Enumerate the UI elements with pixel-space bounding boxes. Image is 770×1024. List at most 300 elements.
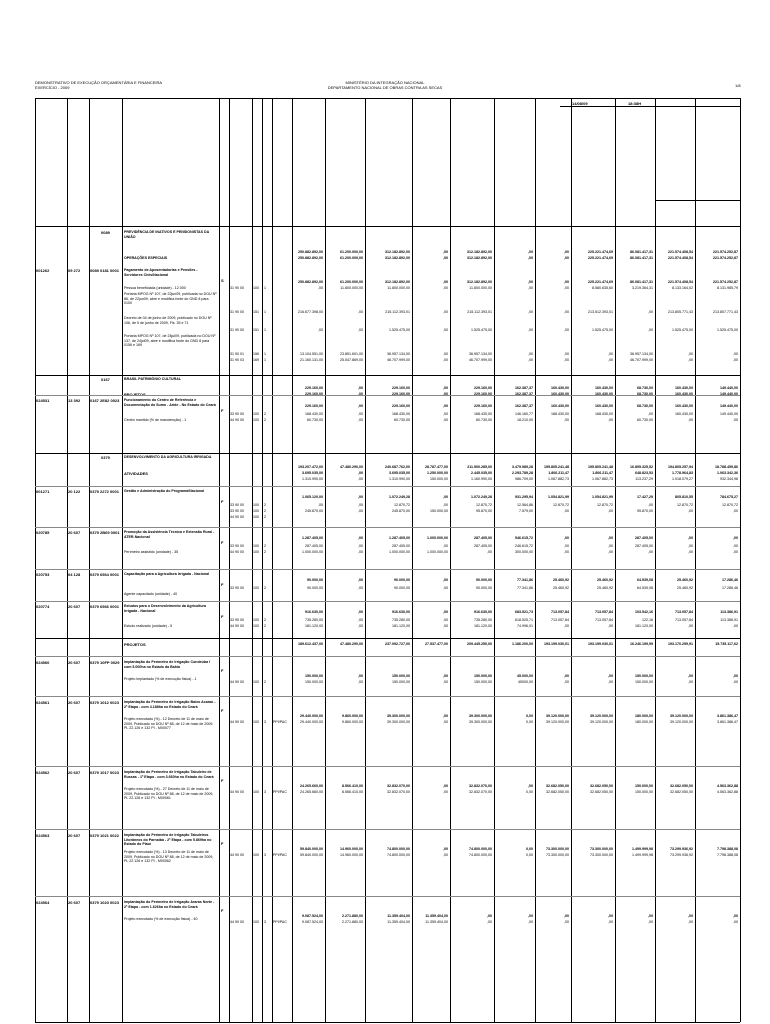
cell-aut: 986.709,00	[515, 477, 533, 481]
nd-code: 33 90 00	[230, 618, 244, 622]
fte-code: 151	[253, 328, 259, 332]
cell-loa: 90.000,00	[307, 578, 323, 582]
cell-cred: 11.800.000,00	[387, 286, 410, 290]
cell-disp: ,00	[487, 920, 492, 924]
cell-desc: 160.430,00	[595, 386, 613, 390]
entry-goal: Estudo realizado (unidade) - 5	[124, 624, 173, 628]
cell-disp: 287.405,00	[474, 544, 492, 548]
fte-code: 100	[253, 544, 259, 548]
cell-cont: 28.787.477,00	[425, 465, 448, 469]
cell-cred: 1.287.405,00	[389, 536, 410, 540]
cell-cont: ,00	[443, 674, 448, 678]
cell-cred: 237.092.727,00	[385, 642, 410, 646]
cell-emp: 221.574.408,54	[668, 280, 693, 284]
func-code: 20 122	[68, 489, 81, 494]
cell-disp: 12.870,72	[476, 503, 492, 507]
rp-code: 3	[264, 790, 266, 794]
nd-code: 33 90 00	[230, 509, 244, 513]
section-divider	[35, 375, 740, 376]
cell-emp: 221.574.408,54	[668, 256, 693, 260]
ptres-code: 001262	[36, 268, 50, 273]
cell-disp: 90.000,00	[476, 578, 492, 582]
cell-alt: ,00	[358, 680, 363, 684]
cell-emp: ,00	[688, 544, 693, 548]
cell-desc: 1.067.882,73	[592, 477, 613, 481]
column-divider	[571, 98, 572, 1022]
cell-emp: ,00	[688, 920, 693, 924]
cell-pag: 784.675,27	[720, 495, 738, 499]
cell-emp: ,00	[688, 418, 693, 422]
cell-alt: 9.860.000,00	[342, 714, 363, 718]
report-title: DEMONSTRATIVO DE EXECUÇÃO ORÇAMENTÁRIA E FINANCEIRA	[35, 80, 163, 85]
cell-cont: ,00	[443, 720, 448, 724]
cell-alt: ,00	[358, 578, 363, 582]
cell-loa: 229.160,00	[305, 386, 323, 390]
cell-alt: 61.200.000,00	[340, 250, 363, 254]
cell-aut: 931.295,94	[515, 495, 533, 499]
cell-alt: ,00	[358, 610, 363, 614]
program-action-code: 0379 10FP 0029	[90, 660, 120, 665]
identif-code: PPI/PAC	[273, 790, 287, 794]
cell-sald: ,00	[648, 503, 653, 507]
cell-lim: ,00	[564, 624, 569, 628]
cell-cred: 1.000.000,00	[389, 550, 410, 554]
cell-alt: 14.960.000,00	[340, 847, 363, 851]
column-divider	[262, 98, 263, 1022]
nd-code: 44 90 00	[230, 853, 244, 857]
program-action-code: 0379 6566 0001	[90, 604, 119, 609]
cell-lim: ,00	[564, 550, 569, 554]
cell-emp: 73.299.936,92	[670, 847, 693, 851]
cell-emp: 805.810,55	[675, 495, 693, 499]
cell-lim: ,00	[564, 509, 569, 513]
cell-loa: 916.630,00	[305, 610, 323, 614]
cell-cred: 39.300.000,00	[387, 720, 410, 724]
cell-emp: ,00	[688, 914, 693, 918]
cell-cred: 1.310.990,00	[389, 477, 410, 481]
cell-disp: 32.832.070,00	[469, 790, 492, 794]
cell-alt: ,00	[358, 674, 363, 678]
entry-title: Promoção da Assistência Técnica e Extensão Rural - ATER-Nacional	[124, 530, 215, 539]
cell-desc: ,00	[608, 550, 613, 554]
cell-lim: ,00	[564, 920, 569, 924]
cell-disp: 312.182.892,00	[467, 250, 492, 254]
cell-alt: ,00	[358, 503, 363, 507]
cell-aut: ,00	[528, 256, 533, 260]
nd-code: 44 90 00	[230, 680, 244, 684]
entry-divider	[35, 601, 740, 602]
cell-disp: 168.430,00	[474, 412, 492, 416]
program-code: 0089	[101, 230, 110, 235]
cell-aut: ,00	[528, 358, 533, 362]
rp-code: 2	[264, 624, 266, 628]
detail-description: Pessoa beneficiada (unidade) - 12.000	[124, 286, 186, 290]
cell-emp: 193.170.259,91	[668, 642, 693, 646]
cell-pag: 17.286,46	[722, 578, 738, 582]
entry-divider	[35, 486, 740, 487]
cell-pag: 7.798.388,08	[717, 847, 738, 851]
rp-code: 3	[264, 920, 266, 924]
cell-pag: 15.735.117,62	[715, 642, 738, 646]
cell-loa: 181.120,00	[305, 624, 323, 628]
cell-alt: ,00	[358, 544, 363, 548]
cell-sald: 16.246.199,99	[630, 642, 653, 646]
cell-desc: 25.460,92	[597, 586, 613, 590]
entry-divider	[35, 395, 740, 396]
esfera: F	[221, 668, 224, 673]
decree-note: Portaria MPOG Nº 107, de 22jun09, publicada no DOU Nº 86, de 22jun09, abre e modifica fonte do GND 8 para 0100	[124, 292, 217, 306]
cell-sald: 180.000,00	[635, 714, 653, 718]
cell-aut: 2.293.789,28	[512, 471, 533, 475]
cell-loa: 287.405,00	[305, 544, 323, 548]
cell-cred: 229.160,00	[392, 404, 410, 408]
cell-loa: 3.695.035,00	[302, 471, 323, 475]
cell-desc: 1.525.475,00	[592, 328, 613, 332]
cell-sald: ,00	[648, 920, 653, 924]
cell-lim: 25.460,92	[553, 578, 569, 582]
cell-alt: 8.566.410,00	[342, 790, 363, 794]
cell-pag: 4.563.362,88	[717, 790, 738, 794]
cell-sald: 46.707.999,00	[630, 358, 653, 362]
cell-cred: 90.000,00	[394, 578, 410, 582]
cell-aut: 146.160,77	[515, 412, 533, 416]
cell-aut: 0,00	[526, 714, 533, 718]
cell-cont: ,00	[443, 310, 448, 314]
cell-disp: 74.800.000,00	[469, 853, 492, 857]
fte-code: 100	[253, 680, 259, 684]
cell-cred: 74.800.000,00	[387, 853, 410, 857]
cell-lim: 1.054.821,99	[548, 495, 569, 499]
fte-code: 100	[253, 515, 259, 519]
column-divider	[325, 98, 326, 1022]
cell-sald: ,00	[648, 550, 653, 554]
cell-cred: 150.000,00	[392, 674, 410, 678]
cell-sald: 1.499.999,98	[632, 853, 653, 857]
cell-aut: ,00	[528, 250, 533, 254]
column-divider	[695, 98, 696, 1022]
cell-cont: ,00	[443, 586, 448, 590]
cell-lim: 32.682.050,00	[546, 790, 569, 794]
rp-code: 2	[264, 680, 266, 684]
nd-code: 44 90 00	[230, 550, 244, 554]
entry-title: Gestão e Administração do Programa/Nacional	[124, 489, 205, 493]
cell-loa: 150.000,00	[305, 674, 323, 678]
column-divider	[365, 98, 366, 1022]
cell-loa: 9.087.524,00	[302, 914, 323, 918]
rp-code: 2	[264, 618, 266, 622]
cell-lim: 1.067.882,73	[548, 477, 569, 481]
cell-disp: 39.300.000,00	[469, 714, 492, 718]
cell-desc: 225.221.474,69	[588, 280, 613, 284]
cell-sald: ,00	[648, 310, 653, 314]
cell-cred: 181.120,00	[392, 624, 410, 628]
esfera: F	[221, 540, 224, 545]
esfera: F	[221, 582, 224, 587]
department-name: DEPARTAMENTO NACIONAL DE OBRAS CONTRA AS SECAS	[327, 85, 443, 90]
ptres-code: 020753	[36, 572, 50, 577]
page-number: 1/8	[735, 83, 741, 88]
program-action-code: 0379 1021 0022	[90, 833, 119, 838]
cell-sald: 648.823,53	[635, 471, 653, 475]
rp-code: 2	[264, 550, 266, 554]
cell-cont: ,00	[443, 847, 448, 851]
cell-loa: ,00	[318, 328, 323, 332]
rp-code: 3	[264, 720, 266, 724]
cell-loa: 216.677.398,00	[298, 310, 323, 314]
fte-code: 169	[253, 358, 259, 362]
row-description: PREVIDÊNCIA DE INATIVOS E PENSIONISTAS DA UNIÃO	[124, 230, 210, 239]
section-program: 0379	[101, 455, 110, 460]
report-date: 14/08/09	[572, 101, 588, 106]
cell-emp: 1.525.475,00	[672, 328, 693, 332]
cell-cont: ,00	[443, 784, 448, 788]
cell-pag: 213.807.771,43	[713, 310, 738, 314]
cell-sald: 64.539,08	[637, 578, 653, 582]
cell-disp: 735.280,00	[474, 618, 492, 622]
cell-desc: ,00	[608, 914, 613, 918]
cell-loa: 9.087.524,00	[302, 920, 323, 924]
cell-cont: 11.359.404,00	[425, 920, 448, 924]
cell-desc: ,00	[608, 920, 613, 924]
cell-cred: 46.707.999,00	[387, 358, 410, 362]
cell-lim: 73.300.000,00	[546, 853, 569, 857]
block-label: ATIVIDADES	[124, 471, 148, 476]
cell-cred: 312.182.892,00	[385, 250, 410, 254]
nd-code: 44 90 00	[230, 624, 244, 628]
column-divider	[535, 98, 536, 1022]
cell-emp: ,00	[688, 358, 693, 362]
cell-aut: 162.387,37	[515, 386, 533, 390]
ptres-code: 001271	[36, 489, 50, 494]
cell-emp: ,00	[688, 550, 693, 554]
cell-aut: ,00	[528, 352, 533, 356]
cell-cont: ,00	[443, 256, 448, 260]
cell-sald: 122,16	[642, 618, 653, 622]
cell-alt: ,00	[358, 495, 363, 499]
cell-disp: 916.630,00	[474, 610, 492, 614]
cell-disp: ,00	[487, 550, 492, 554]
cell-disp: 1.072.249,28	[471, 495, 492, 499]
cell-pag: 113.386,91	[720, 618, 738, 622]
cell-sald: 68.730,00	[637, 386, 653, 390]
cell-loa: 24.265.660,00	[300, 790, 323, 794]
cell-cont: 150.000,00	[430, 509, 448, 513]
cell-loa: 189.612.437,00	[298, 642, 323, 646]
cell-alt: ,00	[358, 624, 363, 628]
cell-loa: 24.265.660,00	[300, 784, 323, 788]
cell-alt: ,00	[358, 471, 363, 475]
cell-sald: 150.000,00	[635, 790, 653, 794]
cell-desc: 32.682.050,00	[590, 790, 613, 794]
cell-pag: 113.386,91	[720, 610, 738, 614]
cell-cont: ,00	[443, 418, 448, 422]
cell-desc: 160.430,00	[595, 404, 613, 408]
cell-aut: 0,00	[526, 790, 533, 794]
cell-emp: 713.057,84	[675, 618, 693, 622]
cell-lim: ,00	[564, 674, 569, 678]
func-code: 13 392	[68, 398, 81, 403]
entry-title: Implantação do Perímetro de Irrigação Tabuleiro de Russas - 1ª Etapa - com 3.660ha no Estado do Ceará	[124, 770, 214, 779]
cell-alt: ,00	[358, 509, 363, 513]
cell-desc: 12.870,72	[597, 503, 613, 507]
cell-aut: 7.579,00	[519, 509, 533, 513]
cell-sald: 16.895.325,52	[630, 465, 653, 469]
esfera: S	[221, 278, 224, 283]
cell-disp: 36.957.134,00	[469, 352, 492, 356]
entry-title: Implantação do Perímetro de Irrigação Condeúba I com 5.000ha no Estado da Bahia	[124, 660, 211, 669]
cell-loa: 150.000,00	[305, 680, 323, 684]
cell-alt: ,00	[358, 412, 363, 416]
cell-emp: 713.057,84	[675, 610, 693, 614]
fte-code: 100	[253, 720, 259, 724]
cell-sald: 287.405,00	[635, 544, 653, 548]
rp-code: 2	[264, 418, 266, 422]
cell-disp: 39.300.000,00	[469, 720, 492, 724]
cell-loa: 59.840.000,00	[300, 853, 323, 857]
cell-alt: ,00	[358, 586, 363, 590]
func-code: 20 607	[68, 660, 81, 665]
entry-divider	[35, 696, 740, 697]
func-code: 20 607	[68, 530, 81, 535]
cell-cont: ,00	[443, 286, 448, 290]
cell-aut: 1.186.200,00	[512, 642, 533, 646]
program-action-code: 0379 2272 0001	[90, 489, 119, 494]
column-divider	[35, 98, 36, 1022]
cell-aut: 683.521,73	[515, 610, 533, 614]
cell-desc: ,00	[608, 680, 613, 684]
header-bottom-border	[35, 226, 740, 227]
cell-loa: 250.882.892,00	[298, 250, 323, 254]
cell-disp: 229.160,00	[474, 392, 492, 396]
cell-lim: 193.199.030,01	[544, 642, 569, 646]
fte-code: 151	[253, 310, 259, 314]
report-year: EXERCÍCIO - 2009	[35, 85, 70, 90]
cell-cred: 32.832.070,00	[387, 790, 410, 794]
cell-desc: ,00	[608, 358, 613, 362]
cell-cred: 12.870,72	[394, 503, 410, 507]
fte-code: 100	[253, 412, 259, 416]
cell-pag: 221.574.252,87	[713, 256, 738, 260]
cell-lim: 195.805.241,48	[544, 465, 569, 469]
cell-alt: ,00	[358, 477, 363, 481]
cell-pag: 149.440,00	[720, 412, 738, 416]
fte-code: 100	[253, 586, 259, 590]
cell-loa: 1.000.000,00	[302, 550, 323, 554]
section-title: BRASIL PATRIMÔNIO CULTURAL	[124, 377, 182, 381]
cell-lim: ,00	[564, 250, 569, 254]
cell-cred: 74.800.000,00	[387, 847, 410, 851]
cell-alt: ,00	[358, 328, 363, 332]
cell-cont: 1.000.000,00	[427, 536, 448, 540]
cell-pag: 4.563.362,88	[717, 784, 738, 788]
cell-aut: 618.525,71	[515, 618, 533, 622]
entry-divider	[35, 896, 740, 897]
ptres-code: 024560	[36, 660, 50, 665]
nd-code: 31 90 03	[230, 358, 244, 362]
cell-cont: ,00	[443, 392, 448, 396]
cell-alt: 11.800.000,00	[340, 286, 363, 290]
ptres-code: 024531	[36, 398, 50, 403]
cell-cred: 150.000,00	[392, 680, 410, 684]
cell-sald: ,00	[648, 328, 653, 332]
table-top-border	[35, 98, 740, 99]
cell-pag: 17.286,46	[722, 586, 738, 590]
cell-disp: 1.525.475,00	[471, 328, 492, 332]
cell-cred: 229.160,00	[392, 392, 410, 396]
decree-note: Decreto de 04 de junho de 2009, publicado no DOU Nº 106, de 5 de junho de 2009, Fls. 35 e 71	[124, 316, 212, 325]
cell-lim: 160.430,00	[551, 404, 569, 408]
cell-lim: ,00	[564, 536, 569, 540]
fte-code: 100	[253, 418, 259, 422]
cell-pag: 221.574.252,87	[713, 280, 738, 284]
date-row-border	[560, 106, 740, 107]
entry-title: Implantação do Perímetro de Irrigação Tabuleiros Litorâneos do Parnaíba - 2ª Etapa - com 5.869ha no Estado do Piauí	[124, 833, 212, 847]
cell-disp: 32.832.070,00	[469, 784, 492, 788]
cell-pag: 149.440,00	[720, 392, 738, 396]
func-code: 20 607	[68, 700, 81, 705]
cell-emp: 160.430,00	[675, 386, 693, 390]
fte-code: 100	[253, 286, 259, 290]
column-divider	[292, 98, 293, 1022]
cell-cred: 3.695.035,00	[389, 471, 410, 475]
cell-cont: ,00	[443, 503, 448, 507]
section-divider	[35, 638, 740, 639]
cell-sald: ,00	[648, 412, 653, 416]
cell-cont: 1.000.000,00	[427, 550, 448, 554]
cell-disp: 209.445.250,00	[467, 642, 492, 646]
ptres-code: 020774	[36, 604, 50, 609]
decree-note: Portaria MPOG Nº 107, de 24jul09, publicada no DOU Nº 137, de 24jul09, abre e modifica fonte do GND 8 para 0156 e 169	[124, 334, 216, 348]
cell-cont: ,00	[443, 714, 448, 718]
entry-title: Implantação do Perímetro de Irrigação Araras Norte - 2ª Etapa - com 1.626ha no Estado do Ceará	[124, 900, 215, 909]
entry-goal: Projeto executado (%) - 13 Decreto de 11 de maio de 2009, Publicado no DOU Nº 88, de 12 de maio de 2009, PL 22.126 e 132 PI - M00062	[124, 850, 214, 864]
cell-emp: ,00	[688, 509, 693, 513]
cell-cont: ,00	[443, 680, 448, 684]
cell-disp: 150.000,00	[474, 674, 492, 678]
cell-desc: ,00	[608, 624, 613, 628]
cell-pag: ,00	[733, 914, 738, 918]
cell-alt: 61.200.000,00	[340, 280, 363, 284]
ptres-code: 024562	[36, 770, 50, 775]
column-divider	[122, 98, 123, 1022]
esfera: F	[221, 908, 224, 913]
cell-aut: 0,00	[526, 853, 533, 857]
cell-pag: ,00	[733, 358, 738, 362]
cell-alt: 61.200.000,00	[340, 256, 363, 260]
program-action-code: 0379 2B69 0001	[90, 530, 120, 535]
column-divider	[67, 98, 68, 1022]
section-title: DESENVOLVIMENTO DA AGRICULTURA IRRIGADA	[124, 455, 212, 459]
program-action-code: 0379 1012 0023	[90, 700, 119, 705]
column-divider	[450, 98, 451, 1022]
cell-emp: 32.682.050,00	[670, 790, 693, 794]
cell-pag: 149.440,00	[720, 386, 738, 390]
cell-pag: 932.344,98	[720, 477, 738, 481]
cell-cred: 245.870,00	[392, 509, 410, 513]
esfera: F	[221, 708, 224, 713]
cell-emp: 32.682.050,00	[670, 784, 693, 788]
cell-lim: ,00	[564, 328, 569, 332]
cell-cred: 735.280,00	[392, 618, 410, 622]
entry-goal: Projeto executado (%) - 27 Decreto de 11 de maio de 2009, Publicado no DOU Nº 88, de 12 de maio de 2009, PL 22.126 e 132 PI - M00061	[124, 787, 214, 801]
cell-cont: 150.000,00	[430, 477, 448, 481]
rp-code: 1	[264, 358, 266, 362]
ptres-code: 024564	[36, 900, 50, 905]
cell-cont: ,00	[443, 358, 448, 362]
cell-loa: 1.065.120,00	[302, 495, 323, 499]
cell-pag: ,00	[733, 624, 738, 628]
cell-sald: 68.730,00	[637, 404, 653, 408]
